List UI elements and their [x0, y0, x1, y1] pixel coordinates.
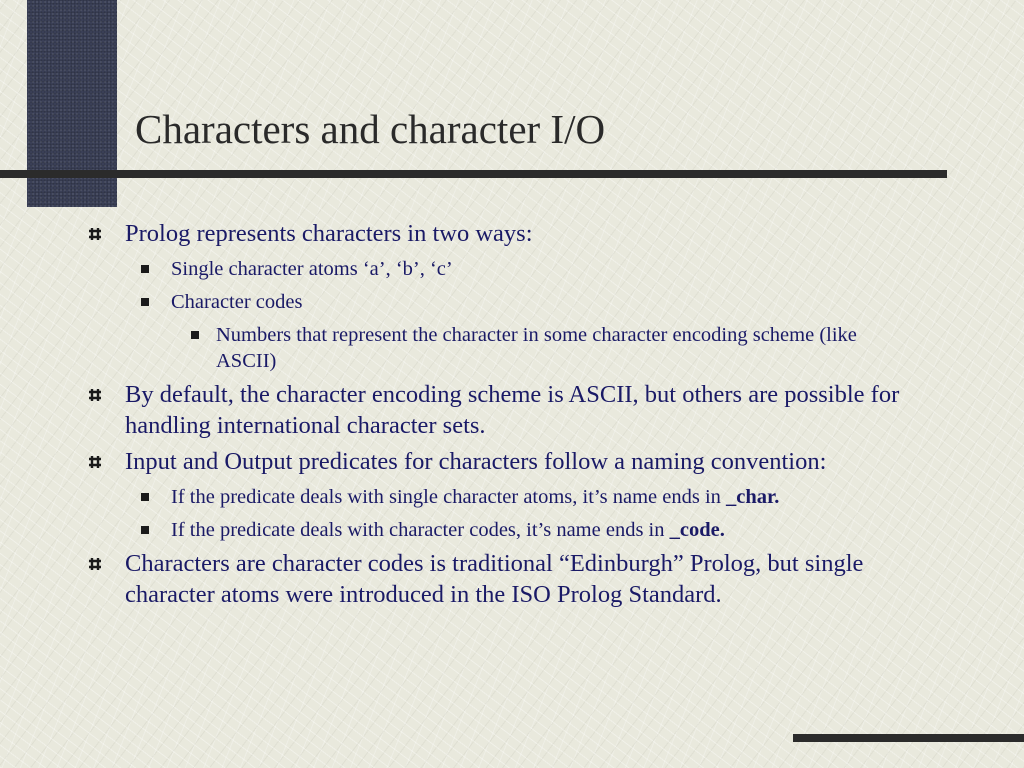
bullet-icon	[88, 388, 102, 402]
square-bullet-icon	[141, 265, 149, 273]
square-bullet-icon	[141, 526, 149, 534]
bullet-icon	[88, 455, 102, 469]
sub-sub-bullet-text: Numbers that represent the character in some character encoding scheme (like ASCII)	[216, 324, 857, 372]
square-bullet-icon	[141, 493, 149, 501]
page-title: Characters and character I/O	[135, 106, 606, 152]
sub-bullet-text: Character codes	[171, 291, 303, 313]
sub-bullet-item	[0, 517, 971, 543]
bullet-item	[0, 218, 915, 249]
title-divider	[0, 170, 947, 178]
bullet-icon	[88, 227, 102, 241]
bullet-text: Prolog represents characters in two ways:	[125, 220, 533, 247]
sub-bullet-item	[0, 256, 971, 282]
bullet-item	[0, 548, 915, 610]
predicate-suffix: _code.	[669, 519, 725, 541]
slide-content	[0, 218, 1024, 610]
predicate-suffix: _char.	[726, 486, 780, 508]
sub-bullet-text: Single character atoms ‘a’, ‘b’, ‘c’	[171, 258, 453, 280]
bullet-text: Characters are character codes is traditional “Edinburgh” Prolog, but single character atoms were introduced in the ISO Prolog Standard.	[125, 550, 864, 608]
bullet-icon	[88, 557, 102, 571]
sub-bullet-text: If the predicate deals with single character atoms, it’s name ends in	[171, 486, 727, 508]
square-bullet-icon	[141, 298, 149, 306]
bullet-item	[0, 379, 915, 441]
bullet-item	[0, 446, 915, 477]
square-bullet-icon	[191, 331, 199, 339]
sub-bullet-item	[0, 289, 971, 315]
bullet-text: Input and Output predicates for characters follow a naming convention:	[125, 448, 827, 475]
sub-bullet-item	[0, 484, 971, 510]
sub-sub-bullet-item	[0, 322, 896, 374]
sub-bullet-text: If the predicate deals with character codes, it’s name ends in	[171, 519, 670, 541]
bottom-divider	[793, 734, 1024, 742]
bullet-text: By default, the character encoding scheme is ASCII, but others are possible for handling international character sets.	[125, 381, 900, 439]
